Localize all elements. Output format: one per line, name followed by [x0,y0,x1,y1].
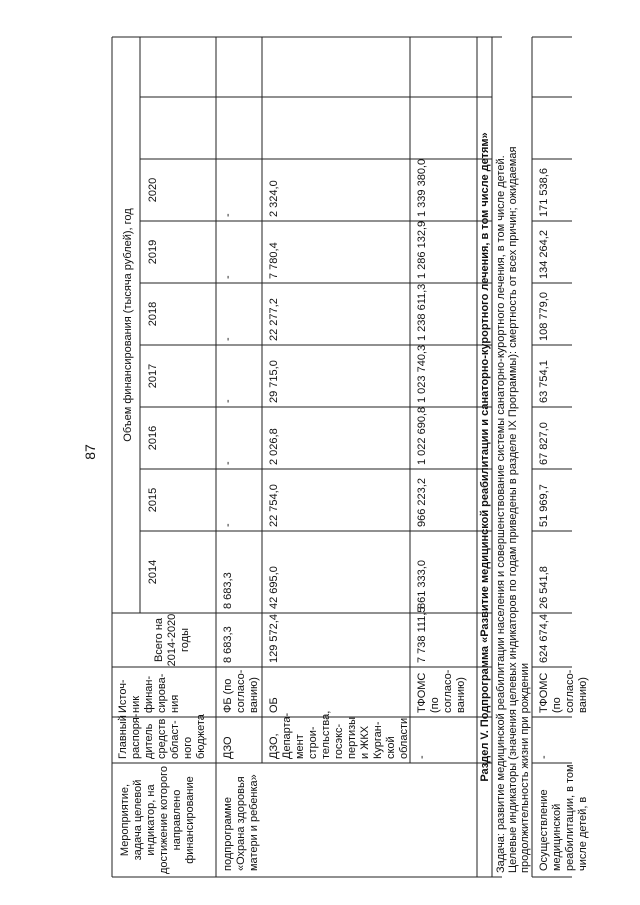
row-value: 29 715,0 [268,360,280,403]
task-text: Задача: развитие медицинской реабилитации населения и совершенствование системы санаторно-курортного лечения, в том числе детей. [495,155,507,873]
header-source: Источ- [117,679,129,713]
section-title: Раздел V. Подпрограмма «Развитие медицинской реабилитации и санаторно-курортного лечения, в том числе детям» [479,132,491,782]
header-manager: средств [156,718,168,759]
row-total: 8 683,3 [222,626,234,663]
header-year: 2020 [147,177,159,203]
last-row-manager: - [538,755,550,759]
last-row-total: 624 674,4 [538,614,550,663]
header-measure: достижение которого [158,765,170,875]
row-manager: Курган- [372,721,384,759]
header-measure: финансирование [184,776,196,864]
header-funding-title: Объем финансирования (тысяча рублей), год [122,208,134,442]
last-row-value: 51 969,7 [538,484,550,527]
header-source: сирова- [156,673,168,713]
header-manager: ного [182,736,194,759]
header-total: годы [179,628,191,652]
last-row-measure: числе детей, в [577,796,589,871]
row-measure: подпрограмме [222,797,234,871]
header-source: ния [169,694,181,713]
header-source: ник [130,695,142,713]
row-manager: тельства, [320,710,332,759]
row-manager: мент [294,734,306,759]
last-row-source: (по [551,697,563,713]
row-value: 966 223,2 [416,478,428,527]
row-source: ФБ (по [222,678,234,713]
task-text: Целевые индикаторы (значения целевых индикаторов по годам приведены в разделе IX Программы): смертность от всех причин; ожидаемая [507,146,519,873]
header-manager: дитель [143,723,155,759]
row-value: - [222,399,234,403]
row-value: - [222,523,234,527]
last-row-source: ТФОМС [538,672,550,713]
row-value: 861 333,0 [416,560,428,609]
header-year: 2017 [147,363,159,389]
row-value: 22 277,2 [268,298,280,341]
row-value: 1 022 690,8 [416,406,428,465]
row-manager: области [398,717,410,759]
row-manager: пертизы [346,716,358,759]
row-total: 129 572,4 [268,614,280,663]
row-manager: - [416,755,428,759]
row-source: согласо- [235,669,247,713]
row-value: 1 339 380,0 [416,158,428,217]
header-total: Всего на [153,617,165,663]
header-year: 2015 [147,487,159,513]
row-measure: матери и ребенка» [248,774,260,871]
row-value: 1 238 611,3 [416,283,428,341]
last-row-value: 108 779,0 [538,292,550,341]
row-manager: и ЖКХ [359,725,371,759]
row-source: ОБ [268,697,280,713]
row-manager: ДЗО, [268,733,280,759]
last-row-measure: Осуществление [538,789,550,871]
header-year: 2014 [147,559,159,585]
header-measure: задача целевой [132,779,144,861]
row-value: 7 780,4 [268,242,280,279]
row-value: 22 754,0 [268,484,280,527]
row-value: 42 695,0 [268,566,280,609]
row-value: 1 023 740,3 [416,344,428,403]
row-value: 8 683,3 [222,572,234,609]
row-value: 2 026,8 [268,428,280,465]
row-manager: Департа- [281,712,293,759]
header-measure: индикатор, на [145,784,157,856]
row-source: (по [429,697,441,713]
row-value: 1 286 132,9 [416,220,428,279]
last-row-value: 134 264,2 [538,230,550,279]
header-manager: Главный [117,715,129,759]
last-row-value: 171 538,6 [538,168,550,217]
last-row-value: 26 541,8 [538,566,550,609]
header-year: 2019 [147,239,159,265]
header-measure: Мероприятие, [119,783,131,857]
row-value: - [222,275,234,279]
row-manager: госэкс- [333,723,345,759]
header-manager: распоря- [130,713,142,759]
header-total: 2014-2020 [166,613,178,667]
last-row-source: согласо- [564,669,576,713]
row-value: - [222,461,234,465]
header-source: финан- [143,675,155,713]
rotated-table [112,37,589,877]
last-row-value: 63 754,1 [538,360,550,403]
row-manager: строи- [307,726,319,759]
row-manager: ДЗО [222,736,234,759]
header-measure: направлено [171,789,183,851]
last-row-value: 67 827,0 [538,422,550,465]
last-row-measure: медицинской [551,803,563,871]
page-number: 87 [82,444,98,460]
row-value: - [222,337,234,341]
row-value: - [222,213,234,217]
header-manager: област- [169,720,181,759]
row-manager: ской [385,736,397,759]
row-value: 2 324,0 [268,180,280,217]
header-manager: бюджета [195,714,207,759]
row-source: ванию) [455,677,467,713]
header-year: 2016 [147,425,159,451]
last-row-measure: реабилитации, в том [564,764,576,871]
task-text: продолжительность жизни при рождении [519,663,531,873]
row-measure: «Охрана здоровья [235,776,247,871]
row-source: согласо- [442,669,454,713]
last-row-source: ванию) [577,677,589,713]
row-total: 7 738 111,5 [416,606,428,663]
header-year: 2018 [147,301,159,327]
row-source: ванию) [248,677,260,713]
row-source: ТФОМС [416,672,428,713]
